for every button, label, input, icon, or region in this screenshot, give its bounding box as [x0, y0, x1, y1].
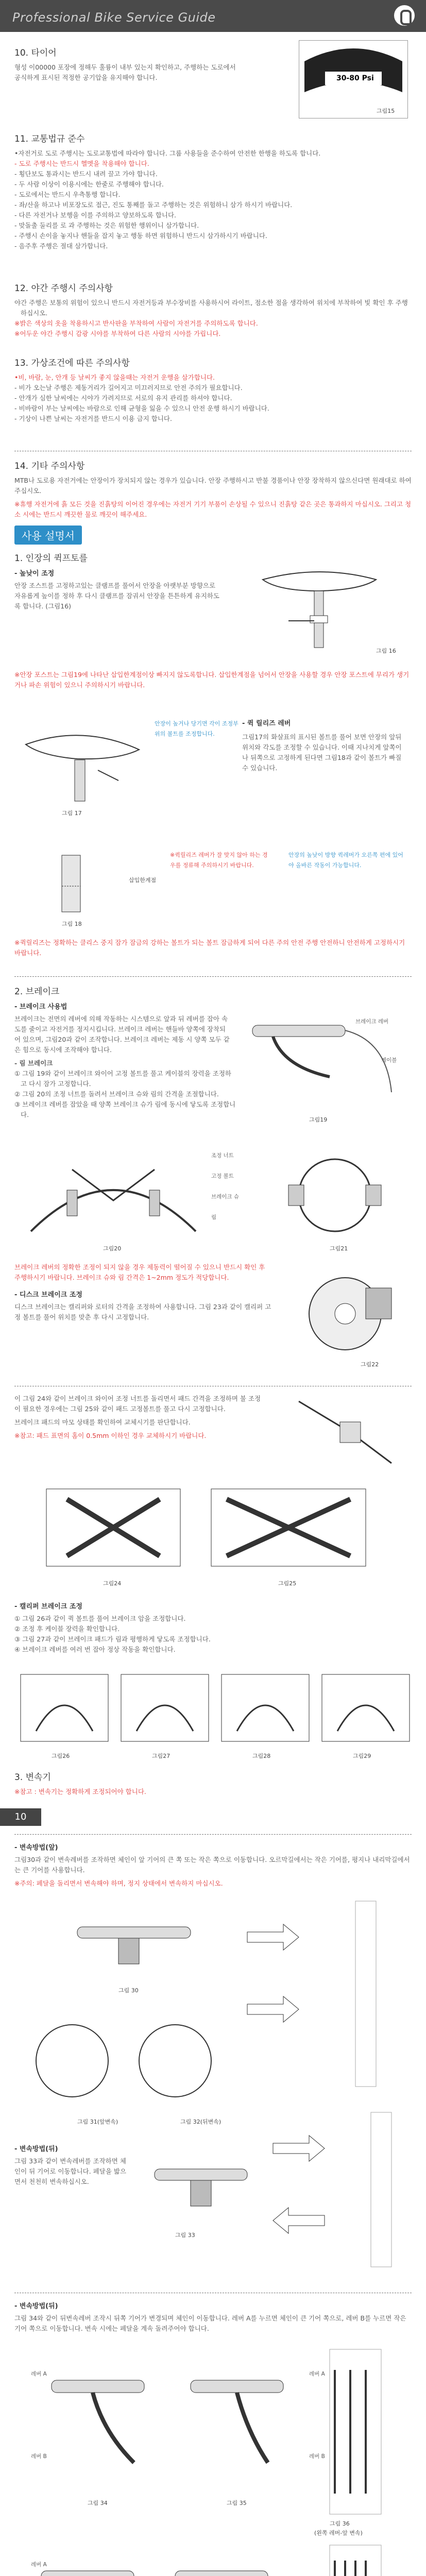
brake-cable-illustration: [288, 1391, 407, 1473]
tire-figure: [299, 40, 408, 118]
diagram-label: 케이블: [381, 1057, 397, 1063]
list-item: •비, 바람, 눈, 안개 등 날씨가 좋지 않을때는 자전거 운행을 삼가합니다.: [14, 374, 215, 381]
list-item: - 횡단보도 통과시는 반드시 내려 끌고 가야 합니다.: [14, 170, 158, 178]
figure-caption: 그림 32(뒤변속): [180, 2119, 221, 2125]
list-item: ※어두운 야간 주행시 감광 시야를 부착하여 다른 사람의 시야를 가립니다.: [14, 330, 221, 337]
list-item: - 좌/산을 하고나 비포장도로 접근, 진도 통째를 돌고 주행하는 것은 위험하니 삼가 하시기 바랍니다.: [14, 201, 293, 209]
warning-text: ※참고: 패드 표면의 홈이 0.5mm 이하인 경우 교체하시기 바랍니다.: [14, 1432, 207, 1439]
lever-label: 레버 A: [31, 2562, 47, 2568]
list-item: ① 그림 19와 같이 브레이크 와이어 고정 볼트를 풀고 케이블의 장력을 조정하고 다시 잠가 고정합니다.: [14, 1070, 231, 1088]
chain-gear-illustration: [21, 2009, 237, 2112]
section-para: 형성 이00000 포장에 정해두 훌륭이 내부 있는지 확인하고, 주행하는 도로에서 공식하게 표시된 적정한 공기압을 유지해야 합니다.: [14, 63, 236, 81]
figure-caption: 그림 30: [118, 1987, 139, 1994]
list-item: ② 그림 20의 조정 너트를 돌려서 브레이크 슈와 림의 간격을 조절합니다.: [14, 1090, 219, 1098]
lever-label: 레버 A: [309, 2371, 325, 2377]
list-item: - 도로 주행시는 반드시 헬멧을 착용해야 합니다.: [14, 160, 149, 167]
section-title: 12. 야간 주행시 주의사항: [14, 283, 113, 294]
insertion-label: 삽입한계점: [129, 877, 157, 884]
list-item: - 두 사람 이상이 이용시에는 한줄로 주행해야 합니다.: [14, 180, 164, 188]
list-item: ④ 브레이크 레버를 여러 번 잡아 정상 작동을 확인합니다.: [14, 1646, 176, 1653]
section-title: 2. 브레이크: [14, 987, 60, 997]
seat-angle-illustration: [15, 719, 149, 811]
section-divider: [14, 1834, 412, 1835]
rear-gear-grid: [299, 2545, 412, 2576]
figure-caption: 그림 36: [330, 2520, 350, 2527]
subsection-title: - 캘리퍼 브레이크 조정: [14, 1603, 82, 1611]
section-para: MTB나 도로용 자전거에는 안장이가 장치되지 않는 경우가 있습니다. 안장 주행하시고 반불 경품이나 안장 장착하지 않으신다면 원래대로 하여주십시오.: [14, 477, 412, 495]
list-item: - 안개가 심한 날씨에는 시야가 가려지므로 서로의 유지 관리를 하셔야 합니다.: [14, 394, 232, 402]
figure-caption: 그림 17: [62, 810, 82, 817]
warning-text: ※참고 : 변속기는 정확하게 조정되어야 합니다.: [14, 1788, 146, 1795]
subsection-title: - 변속방법(뒤): [14, 2302, 58, 2310]
brake-pad-illustration: [268, 1149, 402, 1242]
list-item: ③ 그림 27과 같이 브레이크 패드가 림과 평행하게 닿도록 조정합니다.: [14, 1635, 211, 1643]
lever-label: 레버 B: [309, 2453, 325, 2460]
header-title: Professional Bike Service Guide: [12, 10, 216, 25]
shift-arrow-diagrams: [242, 1901, 407, 2087]
section-caliper: [14, 1595, 412, 1655]
list-item: - 음주후 주행은 절대 삼가합니다.: [14, 242, 108, 250]
warning-text: ※퀵릴리즈 레버가 잘 맞지 않아 하는 경우를 정류해 주의하시기 바랍니다.: [170, 852, 268, 869]
figure-caption: 그림26: [52, 1753, 70, 1759]
figure-caption: 그림19: [309, 1116, 328, 1123]
warning-text: ※안장 포스트는 그림19에 나타난 삽입한계점이상 빠지지 않도록합니다. 삽입한계점을 넘어서 안장을 사용할 경우 안장 포스트에 무리가 생기거나 파손 위험이 있으니 주의하시기 바랍니다.: [14, 671, 410, 689]
note-text: 안장이 높거나 당기면 각이 조정부위의 볼트를 조정합니다.: [155, 720, 238, 737]
warning-text: ※퀵릴리즈는 정확하는 클리스 중지 잠가 잠금의 강하는 볼트가 되는 볼트 잠금하게 되어 다른 주의 안전 주행 안전하니 안전하게 고정하시기 바랍니다.: [14, 939, 405, 957]
figure-caption: 그림21: [330, 1245, 348, 1252]
figure-caption: 그림 35: [227, 2500, 247, 2506]
subsection-title: - 변속방법(뒤): [14, 2145, 58, 2153]
front-shifter-illustration: [62, 1906, 206, 1984]
section-weather: [14, 355, 412, 424]
section-misc: [14, 459, 412, 523]
brand-logo-icon: [394, 5, 415, 26]
section-para: 브레이크 패드의 마모 상태를 확인하여 교체시기를 판단합니다.: [14, 1418, 191, 1426]
lever-b-illustration: [185, 2360, 288, 2494]
list-item: •자전거로 도로 주행시는 도로교통법에 따라야 합니다. 그룹 사용들을 준수하여 안전한 한행을 하도록 합니다.: [14, 149, 321, 157]
section-title: 11. 교통법규 준수: [14, 134, 85, 144]
blue-note: [288, 850, 407, 871]
diagram-label: 림: [211, 1214, 217, 1221]
section-para: 그림 34와 같이 뒤변속레버 조작시 뒤쪽 기어가 변경되며 체인이 이동합니다. 레버 A를 누르면 체인이 큰 기어 쪽으로, 레버 B를 누르면 작은 기어 쪽으로 이동합니다. 변속 시에는 페달을 계속 돌려주어야 합니다.: [14, 2314, 406, 2332]
diagram-label: 브레이크 레버: [355, 1019, 389, 1025]
warning-text: ※휴행 자전거에 흙 모든 것을 진흙탕의 이어진 경우에는 자전거 기기 부품이 손상될 수 있으니 진흙탕 같은 곳은 통과하지 마십시오. 그리고 청소 시에는 반드시 깨끗한 물로 깨끗이 해주세요.: [14, 500, 412, 518]
list-item: - 다른 자전거나 보행을 이를 주의하고 양보하도록 합니다.: [14, 211, 177, 219]
list-item: ② 조정 후 케이블 장력을 확인합니다.: [14, 1625, 120, 1633]
figure-caption: 그림15: [377, 108, 395, 114]
figure-caption: 그림29: [353, 1753, 371, 1759]
section-night-riding: [14, 281, 412, 339]
figure-caption: 그림 16: [376, 648, 396, 654]
figure-caption: 그림 33: [175, 2232, 195, 2239]
page-header: [0, 0, 426, 32]
figure-subcaption: (왼쪽 레버-앞 변속): [314, 2530, 363, 2536]
list-item: ※밝은 색상의 옷을 착용하시고 반사판을 부착하여 사람이 자전거를 주의하도록 합니다.: [14, 319, 258, 327]
list-item: - 비가 오는날 주행은 제동거리가 길어지고 미끄러지므로 안전 주의가 필요합니다.: [14, 384, 243, 392]
warning-text: ※주의: 페달을 돌리면서 변속해야 하며, 정지 상태에서 변속하지 마십시오.: [14, 1879, 223, 1887]
rear-shift-arrows: [268, 2112, 407, 2267]
subsection-title: - 브레이크 사용법: [14, 1003, 67, 1011]
section-shifter: [14, 1770, 412, 1800]
page-number: 10: [0, 1808, 41, 1826]
figure-caption: 그림27: [152, 1753, 171, 1759]
list-item: - 기상이 나쁜 날씨는 자전거를 반드시 이용 금지 합니다.: [14, 415, 172, 422]
section-title: 10. 타이어: [14, 48, 57, 58]
diagram-label: 브레이크 슈: [211, 1194, 240, 1200]
section-para: 그림30과 같이 변속레버를 조작하면 체인이 앞 기어의 큰 쪽 또는 작은 쪽으로 이동합니다. 오르막길에서는 작은 기어를, 평지나 내리막길에서는 큰 기어를 사용합니다.: [14, 1856, 410, 1874]
lever-label: 레버 A: [31, 2371, 47, 2377]
rear-lever-illustrations: [31, 2550, 278, 2576]
subsection-title: - 높낮이 조정: [14, 570, 55, 578]
subsection-title: - 디스크 브레이크 조정: [14, 1291, 82, 1299]
section-para: [242, 719, 407, 773]
list-item: ① 그림 26과 같이 퀵 볼트를 풀어 브레이크 암을 조정합니다.: [14, 1615, 186, 1622]
figure-caption: 그림 18: [62, 921, 82, 927]
subsection-title: - 변속방법(앞): [14, 1844, 58, 1852]
list-item: - 비바람이 부는 날씨에는 바람으로 인해 균형을 잃을 수 있으니 안전 운행 하시기 바랍니다.: [14, 404, 269, 412]
seat-warning: [14, 670, 412, 693]
list-item: - 림 브레이크: [14, 1059, 53, 1067]
figure-caption: 그림22: [361, 1361, 379, 1368]
list-item: 야간 주행은 보통의 위험이 있으니 반드시 자전거등과 부수장비를 사용하시어 라이트, 점소한 점을 생각하여 위치에 부착하여 빛 확인 후 주행하십시오.: [14, 299, 408, 317]
lever-label: 레버 B: [31, 2453, 47, 2460]
section-title: 13. 가상조건에 따른 주의사항: [14, 358, 130, 368]
section-front-shift: [14, 1842, 412, 1892]
list-item: ③ 브레이크 레버를 잡았을 때 양쪽 브레이크 슈가 림에 동시에 닿도록 조정합니다.: [14, 1100, 236, 1118]
section-divider: [14, 976, 412, 977]
note-text: 안장의 높낮이 방향 퀵레버가 오른쪽 편에 있어야 올바른 작동이 가능합니다.: [288, 852, 403, 869]
list-item: - 도로에서는 반드시 우측통행 합니다.: [14, 191, 121, 198]
figure-caption: 그림28: [252, 1753, 271, 1759]
insertion-mark-illustration: [21, 850, 124, 917]
blue-note: [155, 719, 242, 739]
list-item: - 맞돌출 둘리를 로 과 주행하는 것은 위험한 행위이니 삼가합니다.: [14, 222, 199, 229]
section-title: 1. 인장의 퀵프토를: [14, 553, 88, 564]
section-para: 안장 조스트를 고정하고있는 클램프를 풀어서 안장을 아랫부분 방향으로 자유롭게 높이를 정하 후 다시 클램프를 잠궈서 안장을 튼튼하게 유지하도록 합니다. (그림16): [14, 582, 220, 610]
figure-caption: 그림25: [278, 1580, 297, 1587]
usage-badge: 사용 설명서: [14, 526, 82, 545]
diagram-label: 고정 볼트: [211, 1173, 234, 1179]
pad-wear-illustration: [46, 1484, 376, 1577]
rear-shifter-illustration: [144, 2143, 258, 2226]
tire-pressure-label: 30-80 Psi: [336, 74, 374, 82]
section-title: 14. 기타 주의사항: [14, 461, 85, 471]
figure-caption: 그림 34: [88, 2500, 108, 2506]
section-title: 3. 변속기: [14, 1772, 51, 1783]
disc-brake-illustration: [288, 1267, 407, 1355]
para-text: 그림17의 화살표의 표시된 볼트를 풀어 보면 안장의 앞뒤 위치와 각도를 조정할 수 있습니다. 이때 지나치게 앞쪽이나 뒤쪽으로 고정하게 된다면 그림18과 같이 볼트가 빠질 수 있습니다.: [242, 733, 402, 772]
section-para: 그림 33과 같이 변속레버를 조작하면 체인이 뒤 기어로 이동합니다. 페달을 밟으면서 천천히 변속하십시오.: [14, 2157, 127, 2185]
section-traffic: [14, 131, 412, 251]
figure-caption: 그림20: [103, 1245, 122, 1252]
list-item: - 주행시 손이을 놓지나 핸들을 잡지 놓고 행동 하면 위험하니 반드시 삼가하시기 바랍니다.: [14, 232, 267, 240]
warning-text: 브레이크 레버의 정확한 조정이 되지 않을 경우 제동력이 떨어질 수 있으니 반드시 확인 후 주행하시기 바랍니다. 브레이크 슈와 림 간격은 1~2mm 정도가 적당합니다.: [14, 1263, 265, 1281]
diagram-label: 조정 너트: [211, 1153, 234, 1159]
lever-a-illustration: [31, 2360, 165, 2494]
section-para: 이 그림 24와 같이 브레이크 와이어 조정 너트를 돌리면서 패드 간격을 조정하며 불 조정이 필요한 경우에는 그림 25와 같이 패드 고정볼트를 풀고 다시 고정합니다.: [14, 1395, 261, 1413]
section-rear-shift-detail: [14, 2300, 412, 2337]
figure-caption: 그림24: [103, 1580, 122, 1587]
figure-caption: 그림 31(앞변속): [77, 2119, 118, 2125]
caliper-illustrations: [21, 1669, 412, 1752]
rim-brake-illustration: [21, 1139, 206, 1242]
subsection-title: - 퀵 릴리즈 레버: [242, 720, 291, 727]
section-para: 디스크 브레이크는 캘리퍼와 로터의 간격을 조정하여 사용합니다. 그림 23과 같이 캘리퍼 고정 볼트를 풀어 위치를 맞춘 후 다시 고정합니다.: [14, 1303, 271, 1321]
section-para: 브레이크는 전면의 레버에 의해 작동하는 시스템으로 앞과 뒤 레버를 잡아 속도를 줄이고 자전거를 정지시킵니다. 브레이크 레버는 핸들바 양쪽에 장착되어 있으며, 그림20과 같이 조작합니다. 브레이크 레버는 제동 시 양쪽 모두 같은 힘으로 동시에 조작해야 합니다.: [14, 1015, 230, 1054]
